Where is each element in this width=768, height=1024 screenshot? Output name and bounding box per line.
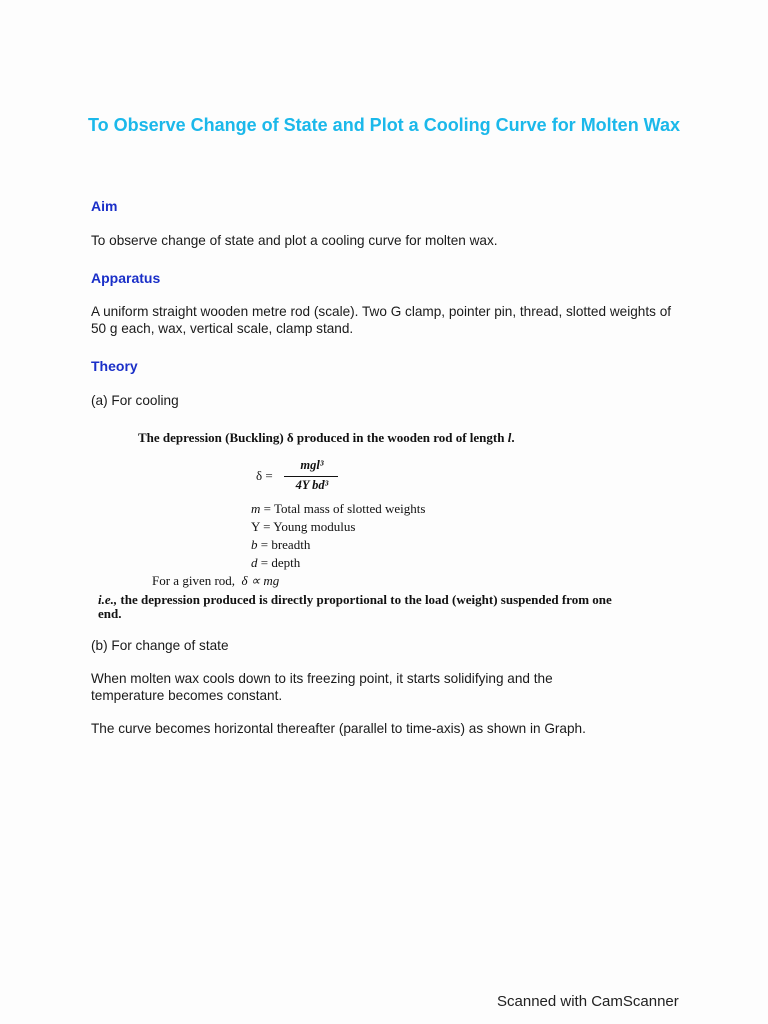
theory-paragraph-1: When molten wax cools down to its freezing point, it starts solidifying and the temperature becomes constant.	[91, 671, 553, 703]
formula-denominator: 4Y bd³	[295, 478, 329, 492]
conclusion-line-2: end.	[98, 606, 122, 621]
camscanner-watermark: Scanned with CamScanner	[497, 993, 679, 1010]
conclusion-line-1: i.e., the depression produced is directly proportional to the load (weight) suspended from one	[98, 592, 612, 607]
apparatus-text: A uniform straight wooden metre rod (scale). Two G clamp, pointer pin, thread, slotted weights of 50 g each, wax, vertical scale, clamp stand.	[91, 304, 672, 336]
document-title: To Observe Change of State and Plot a Cooling Curve for Molten Wax	[87, 115, 681, 135]
definition-d: d = depth	[251, 555, 301, 570]
theory-heading: Theory	[91, 358, 138, 374]
theory-paragraph-2: The curve becomes horizontal thereafter (parallel to time-axis) as shown in Graph.	[91, 721, 586, 736]
definition-y: Y = Young modulus	[251, 519, 356, 534]
proportionality: δ ∝ mg	[241, 573, 280, 588]
theory-sub-b: (b) For change of state	[91, 638, 229, 653]
theory-sub-a: (a) For cooling	[91, 393, 179, 408]
formula-lhs: δ =	[256, 468, 273, 483]
apparatus-heading: Apparatus	[91, 270, 161, 286]
given-rod-line: For a given rod, δ ∝ mg	[152, 573, 280, 588]
aim-heading: Aim	[91, 198, 118, 214]
depression-formula	[248, 458, 368, 494]
formula-numerator: mgl³	[300, 458, 324, 472]
definition-b: b = breadth	[251, 537, 311, 552]
definition-m: m = Total mass of slotted weights	[251, 501, 426, 516]
aim-text: To observe change of state and plot a cooling curve for molten wax.	[91, 233, 498, 248]
scanned-formula-insert	[98, 424, 688, 624]
buckling-statement: The depression (Buckling) δ produced in the wooden rod of length l.	[138, 430, 515, 445]
fraction-bar	[284, 476, 338, 477]
